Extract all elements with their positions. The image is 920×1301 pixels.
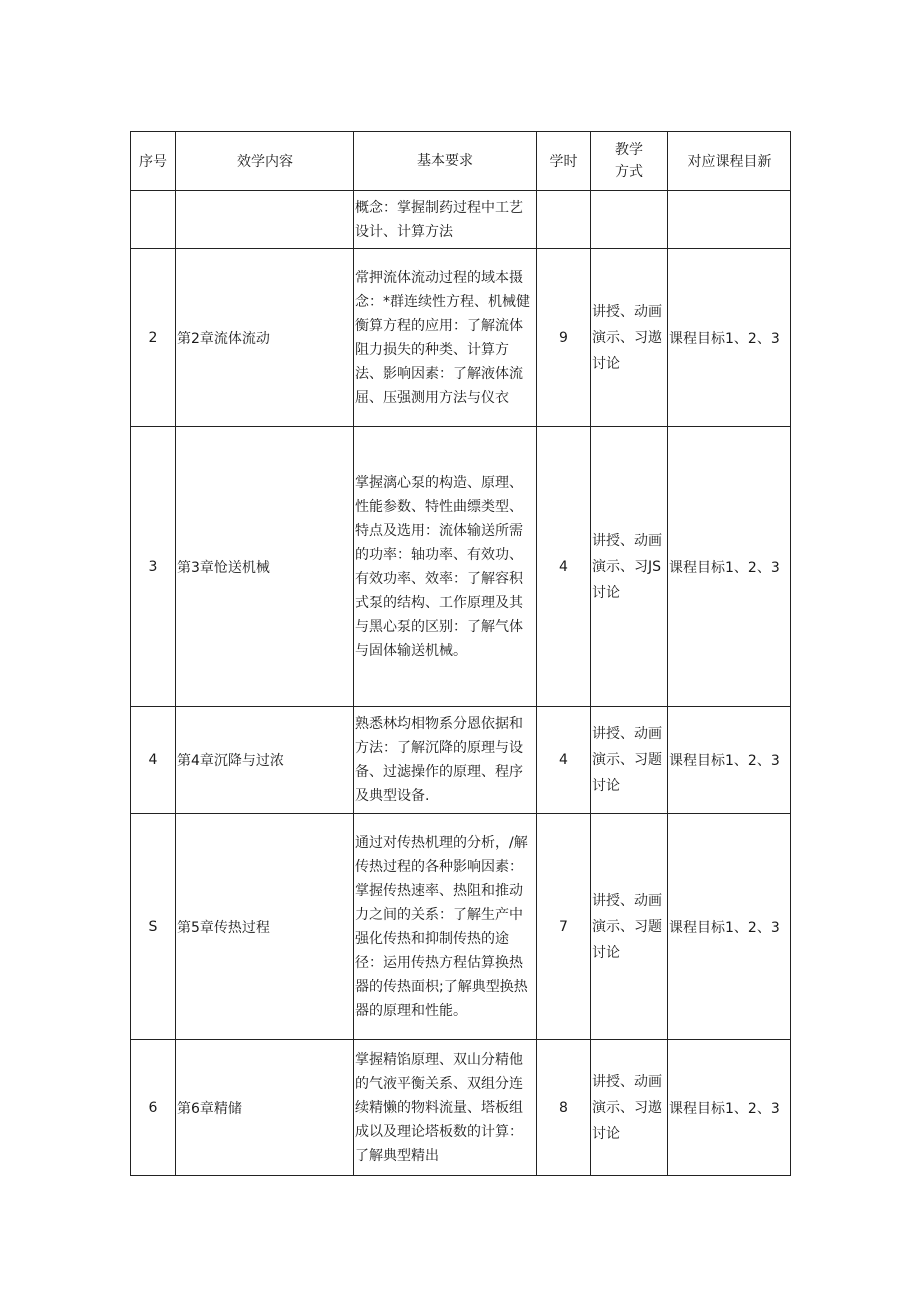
row-method: 讲授、动画演示、习JS讨论 <box>591 427 668 707</box>
row-seq: S <box>131 814 176 1040</box>
row-seq: 2 <box>131 249 176 427</box>
header-hours: 学时 <box>537 132 591 191</box>
row-method: 讲授、动画演示、习遨讨论 <box>591 249 668 427</box>
row-method: 讲授、动画演示、习题讨论 <box>591 814 668 1040</box>
row-requirement: 概念：掌握制药过程中工艺设计、计算方法 <box>354 191 537 249</box>
row-seq <box>131 191 176 249</box>
row-hours: 9 <box>537 249 591 427</box>
header-target: 对应课程目新 <box>668 132 791 191</box>
row-content: 第6章精储 <box>176 1040 354 1176</box>
row-hours: 4 <box>537 427 591 707</box>
table-row <box>131 427 791 707</box>
row-hours <box>537 191 591 249</box>
header-seq: 序号 <box>131 132 176 191</box>
row-requirement: 熟悉林均相物系分恩依据和方法：了解沉降的原理与设备、过滤操作的原理、程序及典型设备. <box>354 707 537 814</box>
row-seq: 4 <box>131 707 176 814</box>
row-requirement: 掌握精馅原理、双山分精他的气液平衡关系、双组分连续精懒的物料流量、塔板组成以及理论塔板数的计算：了解典型精出 <box>354 1040 537 1176</box>
course-table <box>130 131 791 1176</box>
row-target: 课程目标1、2、3 <box>668 707 791 814</box>
row-method <box>591 191 668 249</box>
row-target: 课程目标1、2、3 <box>668 427 791 707</box>
row-requirement: 掌握漓心泵的构造、原理、性能参数、特性曲缥类型、特点及选用：流体输送所需的功率：轴功率、有效功、有效功率、效率：了解容积式泵的结构、工作原理及其与黑心泵的区别：了解气体与固体输送机械。 <box>354 427 537 707</box>
row-content: 第3章怆送机械 <box>176 427 354 707</box>
row-seq: 3 <box>131 427 176 707</box>
row-hours: 8 <box>537 1040 591 1176</box>
table-row <box>131 707 791 814</box>
row-requirement: 常押流体流动过程的域本摄念：*群连续性方程、机械健衡算方程的应用：了解流体阻力损失的种类、计算方法、影响因素：了解液体流屈、压强测用方法与仪衣 <box>354 249 537 427</box>
row-target: 课程目标1、2、3 <box>668 814 791 1040</box>
row-method: 讲授、动画演示、习题讨论 <box>591 707 668 814</box>
row-hours: 4 <box>537 707 591 814</box>
row-requirement: 通过对传热机理的分析，/解传热过程的各种影响因素：掌握传热速率、热阻和推动力之间的关系：了解生产中强化传热和抑制传热的途径：运用传热方程估算换热器的传热面枳;了解典型换热器的原理和性能。 <box>354 814 537 1040</box>
header-content: 效学内容 <box>176 132 354 191</box>
table-row <box>131 191 791 249</box>
row-target <box>668 191 791 249</box>
row-content: 第5章传热过程 <box>176 814 354 1040</box>
table-row <box>131 1040 791 1176</box>
row-content: 第4章沉降与过浓 <box>176 707 354 814</box>
row-method: 讲授、动画演示、习遨讨论 <box>591 1040 668 1176</box>
row-content <box>176 191 354 249</box>
header-requirement: 基本要求 <box>354 132 537 191</box>
header-method: 教学 方式 <box>591 132 668 191</box>
table-header-row <box>131 132 791 191</box>
row-seq: 6 <box>131 1040 176 1176</box>
table-row <box>131 249 791 427</box>
row-target: 课程目标1、2、3 <box>668 1040 791 1176</box>
table-row <box>131 814 791 1040</box>
row-target: 课程目标1、2、3 <box>668 249 791 427</box>
row-hours: 7 <box>537 814 591 1040</box>
row-content: 第2章流体流动 <box>176 249 354 427</box>
